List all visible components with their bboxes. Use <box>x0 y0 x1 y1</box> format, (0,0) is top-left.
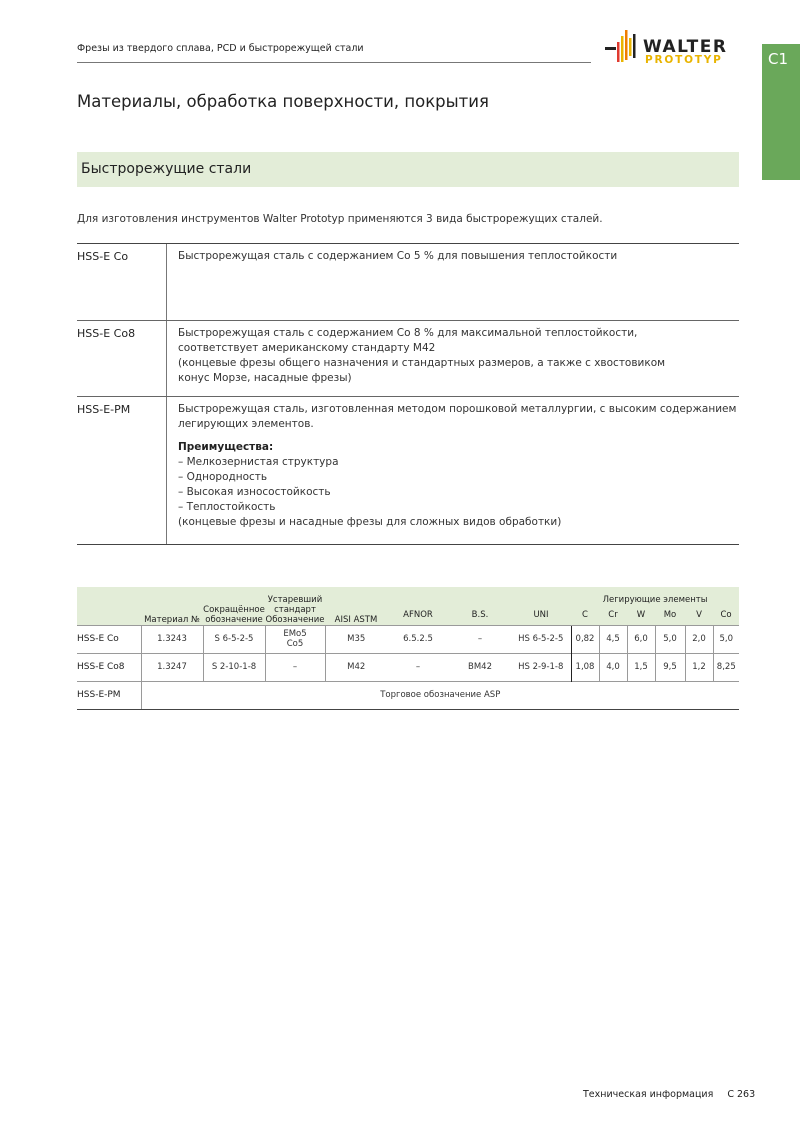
cell-short: S 2-10-1-8 <box>203 653 265 681</box>
table-row <box>77 681 739 709</box>
old-standard-line: Co5 <box>286 639 304 649</box>
material-name: HSS-E Co <box>77 244 167 320</box>
header-old-standard: Устаревший стандарт Обозначение <box>265 594 325 625</box>
cell-element: 1,2 <box>685 653 713 681</box>
cell-element: 0,82 <box>571 625 599 653</box>
chapter-tab <box>762 44 800 180</box>
header-aisi: AISI ASTM <box>334 614 378 625</box>
cell-element: 4,5 <box>599 625 627 653</box>
logo-subtitle: PROTOTYP <box>645 54 723 66</box>
logo-wordmark: WALTER <box>643 37 728 57</box>
material-row <box>77 320 739 396</box>
cell-afnor: – <box>387 653 449 681</box>
spacer <box>178 432 736 440</box>
description-line: Быстрорежущая сталь с содержанием Co 5 % для повышения теплостойкости <box>178 250 618 262</box>
description-line: Быстрорежущая сталь с содержанием Co 8 % для максимальной теплостойкости, <box>178 327 638 339</box>
header-short-designation: Сокращённое обозначение <box>203 604 265 625</box>
header-element: Cr <box>608 609 618 620</box>
header-uni: UNI <box>533 609 549 620</box>
section-band <box>77 152 739 187</box>
material-name: HSS-E-PM <box>77 397 167 544</box>
description-line: Быстрорежущая сталь, изготовленная методом порошковой металлургии, с высоким содержанием <box>178 403 737 415</box>
cell-bs: – <box>449 625 511 653</box>
cell-element: 6,0 <box>627 625 655 653</box>
logo-bars-icon <box>605 30 645 70</box>
table-row <box>77 625 739 653</box>
header-cell <box>511 587 571 605</box>
material-row <box>77 396 739 545</box>
advantage-item: (концевые фрезы и насадные фрезы для сложных видов обработки) <box>178 516 562 528</box>
cell-trade-name-note: Торговое обозначение ASP <box>141 681 739 709</box>
material-name: HSS-E Co8 <box>77 321 167 396</box>
header-cell <box>77 605 141 625</box>
header-material-no: Материал № <box>144 614 200 625</box>
cell-element: 5,0 <box>713 625 739 653</box>
row-name: HSS-E Co <box>77 625 141 653</box>
cell-short: S 6-5-2-5 <box>203 625 265 653</box>
row-name: HSS-E-PM <box>77 681 141 709</box>
alloy-table <box>77 587 739 710</box>
description-line: (концевые фрезы общего назначения и стандартных размеров, а также с хвостовиком <box>178 357 666 369</box>
header-cell <box>449 587 511 605</box>
material-row <box>77 243 739 320</box>
header-rule <box>77 62 591 63</box>
header-element: Co <box>720 609 732 620</box>
footer-label: Техническая информация <box>583 1089 714 1100</box>
material-description <box>167 244 617 320</box>
walter-prototyp-logo <box>605 30 745 70</box>
advantages-title: Преимущества: <box>178 441 274 453</box>
cell-uni: HS 2-9-1-8 <box>511 653 571 681</box>
cell-afnor: 6.5.2.5 <box>387 625 449 653</box>
header-element: Mo <box>663 609 677 620</box>
cell-element: 9,5 <box>655 653 685 681</box>
page-footer <box>583 1089 755 1100</box>
header-element: C <box>582 609 588 620</box>
page-number: C 263 <box>727 1089 756 1100</box>
cell-bs: BM42 <box>449 653 511 681</box>
section-title: Быстрорежущие стали <box>81 161 252 177</box>
material-description <box>167 321 665 396</box>
header-cell <box>77 587 141 605</box>
old-standard-line: EMo5 <box>283 629 307 639</box>
cell-material-no: 1.3243 <box>141 625 203 653</box>
advantage-item: – Мелкозернистая структура <box>178 456 339 468</box>
running-header: Фрезы из твердого сплава, PCD и быстрорежущей стали <box>77 43 364 54</box>
advantage-item: – Теплостойкость <box>178 501 276 513</box>
cell-old-standard <box>265 625 325 653</box>
cell-material-no: 1.3247 <box>141 653 203 681</box>
material-description <box>167 397 736 544</box>
page-title: Материалы, обработка поверхности, покрытия <box>77 92 489 111</box>
row-name: HSS-E Co8 <box>77 653 141 681</box>
chapter-tab-label: C1 <box>768 50 789 68</box>
header-alloying-elements: Легирующие элементы <box>602 595 708 605</box>
cell-element: 2,0 <box>685 625 713 653</box>
advantage-item: – Однородность <box>178 471 268 483</box>
cell-element: 8,25 <box>713 653 739 681</box>
description-line: конус Морзе, насадные фрезы) <box>178 372 352 384</box>
cell-aisi: M35 <box>325 625 387 653</box>
cell-element: 1,5 <box>627 653 655 681</box>
table-row <box>77 653 739 681</box>
intro-text: Для изготовления инструментов Walter Prototyp применяются 3 вида быстрорежущих сталей. <box>77 213 603 225</box>
cell-element: 1,08 <box>571 653 599 681</box>
cell-aisi: M42 <box>325 653 387 681</box>
header-element: W <box>636 609 646 620</box>
advantage-item: – Высокая износостойкость <box>178 486 331 498</box>
header-cell <box>387 587 449 605</box>
description-line: легирующих элементов. <box>178 418 314 430</box>
cell-old-standard: – <box>265 653 325 681</box>
materials-table <box>77 243 739 545</box>
description-line: соответствует американскому стандарту M42 <box>178 342 436 354</box>
cell-element: 4,0 <box>599 653 627 681</box>
header-bs: B.S. <box>471 609 489 620</box>
header-element: V <box>696 609 702 620</box>
header-afnor: AFNOR <box>403 609 433 620</box>
cell-uni: HS 6-5-2-5 <box>511 625 571 653</box>
cell-element: 5,0 <box>655 625 685 653</box>
